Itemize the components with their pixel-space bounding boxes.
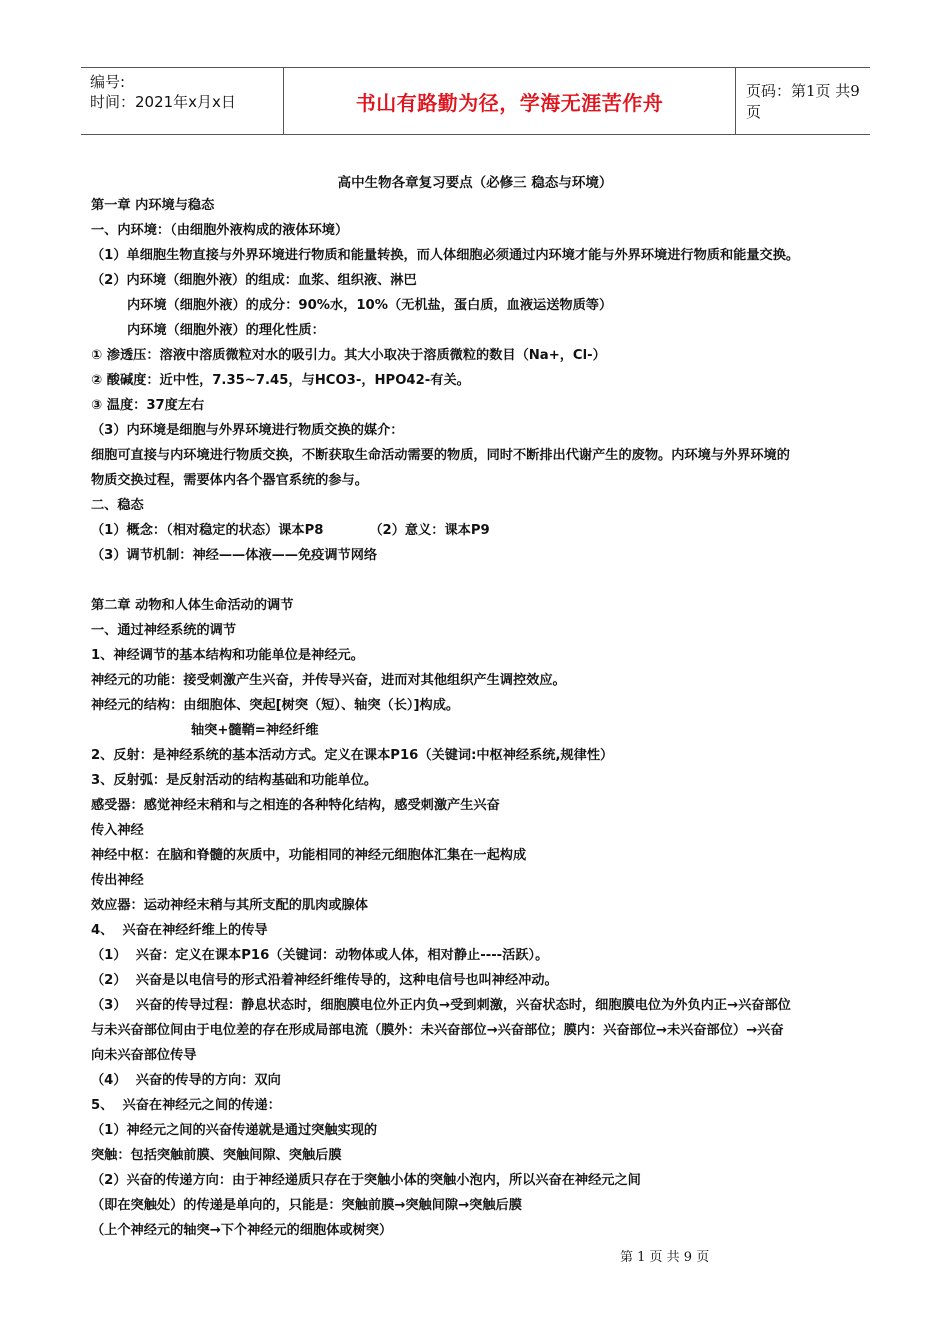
paragraph-line: 物质交换过程，需要体内各个器官系统的参与。 — [91, 473, 368, 488]
paragraph-line: 传出神经 — [91, 873, 144, 888]
document-time-label: 时间：2021年x月x日 — [90, 93, 236, 111]
paragraph-line: （3）内环境是细胞与外界环境进行物质交换的媒介： — [91, 423, 404, 438]
chapter-heading: 第一章 内环境与稳态 — [91, 198, 215, 213]
paragraph-line: （1）神经元之间的兴奋传递就是通过突触实现的 — [91, 1123, 378, 1138]
footer-page-number: 第 1 页 共 9 页 — [620, 1250, 710, 1265]
paragraph-line: 神经中枢：在脑和脊髓的灰质中，功能相同的神经元细胞体汇集在一起构成 — [91, 848, 527, 863]
paragraph-line: 细胞可直接与内环境进行物质交换，不断获取生命活动需要的物质，同时不断排出代谢产生的废物。内环境与外界环境的 — [91, 448, 790, 463]
paragraph-line: ③ 温度：37度左右 — [91, 398, 205, 413]
paragraph-line: 效应器：运动神经末稍与其所支配的肌肉或腺体 — [91, 898, 368, 913]
paragraph-line: （1） 兴奋：定义在课本P16（关键词：动物体或人体，相对静止----活跃）。 — [91, 948, 549, 963]
section-heading: 二、稳态 — [91, 498, 144, 513]
header-meta — [81, 68, 283, 134]
paragraph-line: （3） 兴奋的传导过程：静息状态时，细胞膜电位外正内负→受到刺激，兴奋状态时，细胞膜电位为外负内正→兴奋部位 — [91, 998, 791, 1013]
paragraph-line: 轴突+髓鞘=神经纤维 — [191, 723, 319, 738]
paragraph-line: 感受器：感觉神经末稍和与之相连的各种特化结构，感受刺激产生兴奋 — [91, 798, 500, 813]
paragraph-line: ① 渗透压：溶液中溶质微粒对水的吸引力。其大小取决于溶质微粒的数目（Na+，Cl-） — [91, 348, 606, 363]
paragraph-line: 向未兴奋部位传导 — [91, 1048, 197, 1063]
paragraph-line: （2）兴奋的传递方向：由于神经递质只存在于突触小体的突触小泡内，所以兴奋在神经元之间 — [91, 1173, 641, 1188]
header-page-info: 页码：第1页 共9页 — [746, 82, 860, 121]
section-heading: 一、内环境：（由细胞外液构成的液体环境） — [91, 223, 349, 238]
paragraph-line: （上个神经元的轴突→下个神经元的细胞体或树突） — [91, 1223, 393, 1238]
chapter-heading: 第二章 动物和人体生命活动的调节 — [91, 598, 294, 613]
document-body — [91, 193, 863, 1243]
paragraph-line: （3）调节机制：神经——体液——免疫调节网络 — [91, 548, 378, 563]
paragraph-line: （即在突触处）的传递是单向的，只能是：突触前膜→突触间隙→突触后膜 — [91, 1198, 522, 1213]
paragraph-line: 5、 兴奋在神经元之间的传递： — [91, 1098, 281, 1113]
paragraph-line: 神经元的结构：由细胞体、突起[树突（短）、轴突（长）]构成。 — [91, 698, 460, 713]
paragraph-line: 2、反射：是神经系统的基本活动方式。定义在课本P16（关键词:中枢神经系统,规律性） — [91, 748, 614, 763]
header-motto-cell — [283, 68, 736, 134]
paragraph-line: 神经元的功能：接受刺激产生兴奋，并传导兴奋，进而对其他组织产生调控效应。 — [91, 673, 566, 688]
document-title: 高中生物各章复习要点（必修三 稳态与环境） — [337, 175, 613, 191]
paragraph-line: 3、反射弧：是反射活动的结构基础和功能单位。 — [91, 773, 378, 788]
paragraph-line: 1、神经调节的基本结构和功能单位是神经元。 — [91, 648, 364, 663]
page-header — [81, 67, 870, 135]
header-motto: 书山有路勤为径，学海无涯苦作舟 — [355, 90, 664, 115]
paragraph-line: 4、 兴奋在神经纤维上的传导 — [91, 923, 268, 938]
paragraph-line: （2） 兴奋是以电信号的形式沿着神经纤维传导的，这种电信号也叫神经冲动。 — [91, 973, 558, 988]
paragraph-line: 内环境（细胞外液）的理化性质： — [127, 323, 325, 338]
paragraph-line: 与未兴奋部位间由于电位差的存在形成局部电流（膜外：未兴奋部位→兴奋部位；膜内：兴奋部位→未兴奋部位）→兴奋 — [91, 1023, 784, 1038]
paragraph-line: （4） 兴奋的传导的方向：双向 — [91, 1073, 281, 1088]
paragraph-line: 传入神经 — [91, 823, 144, 838]
header-page-info-cell — [736, 68, 870, 134]
paragraph-line: （1）概念：（相对稳定的状态）课本P8 （2）意义：课本P9 — [91, 523, 490, 538]
section-heading: 一、通过神经系统的调节 — [91, 623, 237, 638]
paragraph-line: （1）单细胞生物直接与外界环境进行物质和能量转换，而人体细胞必须通过内环境才能与外界环境进行物质和能量交换。 — [91, 248, 800, 263]
paragraph-line: 内环境（细胞外液）的成分：90%水，10%（无机盐，蛋白质，血液运送物质等） — [127, 298, 613, 313]
blank-line — [91, 568, 863, 593]
paragraph-line: ② 酸碱度：近中性，7.35~7.45，与HCO3-，HPO42-有关。 — [91, 373, 470, 388]
paragraph-line: （2）内环境（细胞外液）的组成：血浆、组织液、淋巴 — [91, 273, 417, 288]
document-number-label: 编号: — [90, 73, 126, 91]
paragraph-line: 突触：包括突触前膜、突触间隙、突触后膜 — [91, 1148, 342, 1163]
